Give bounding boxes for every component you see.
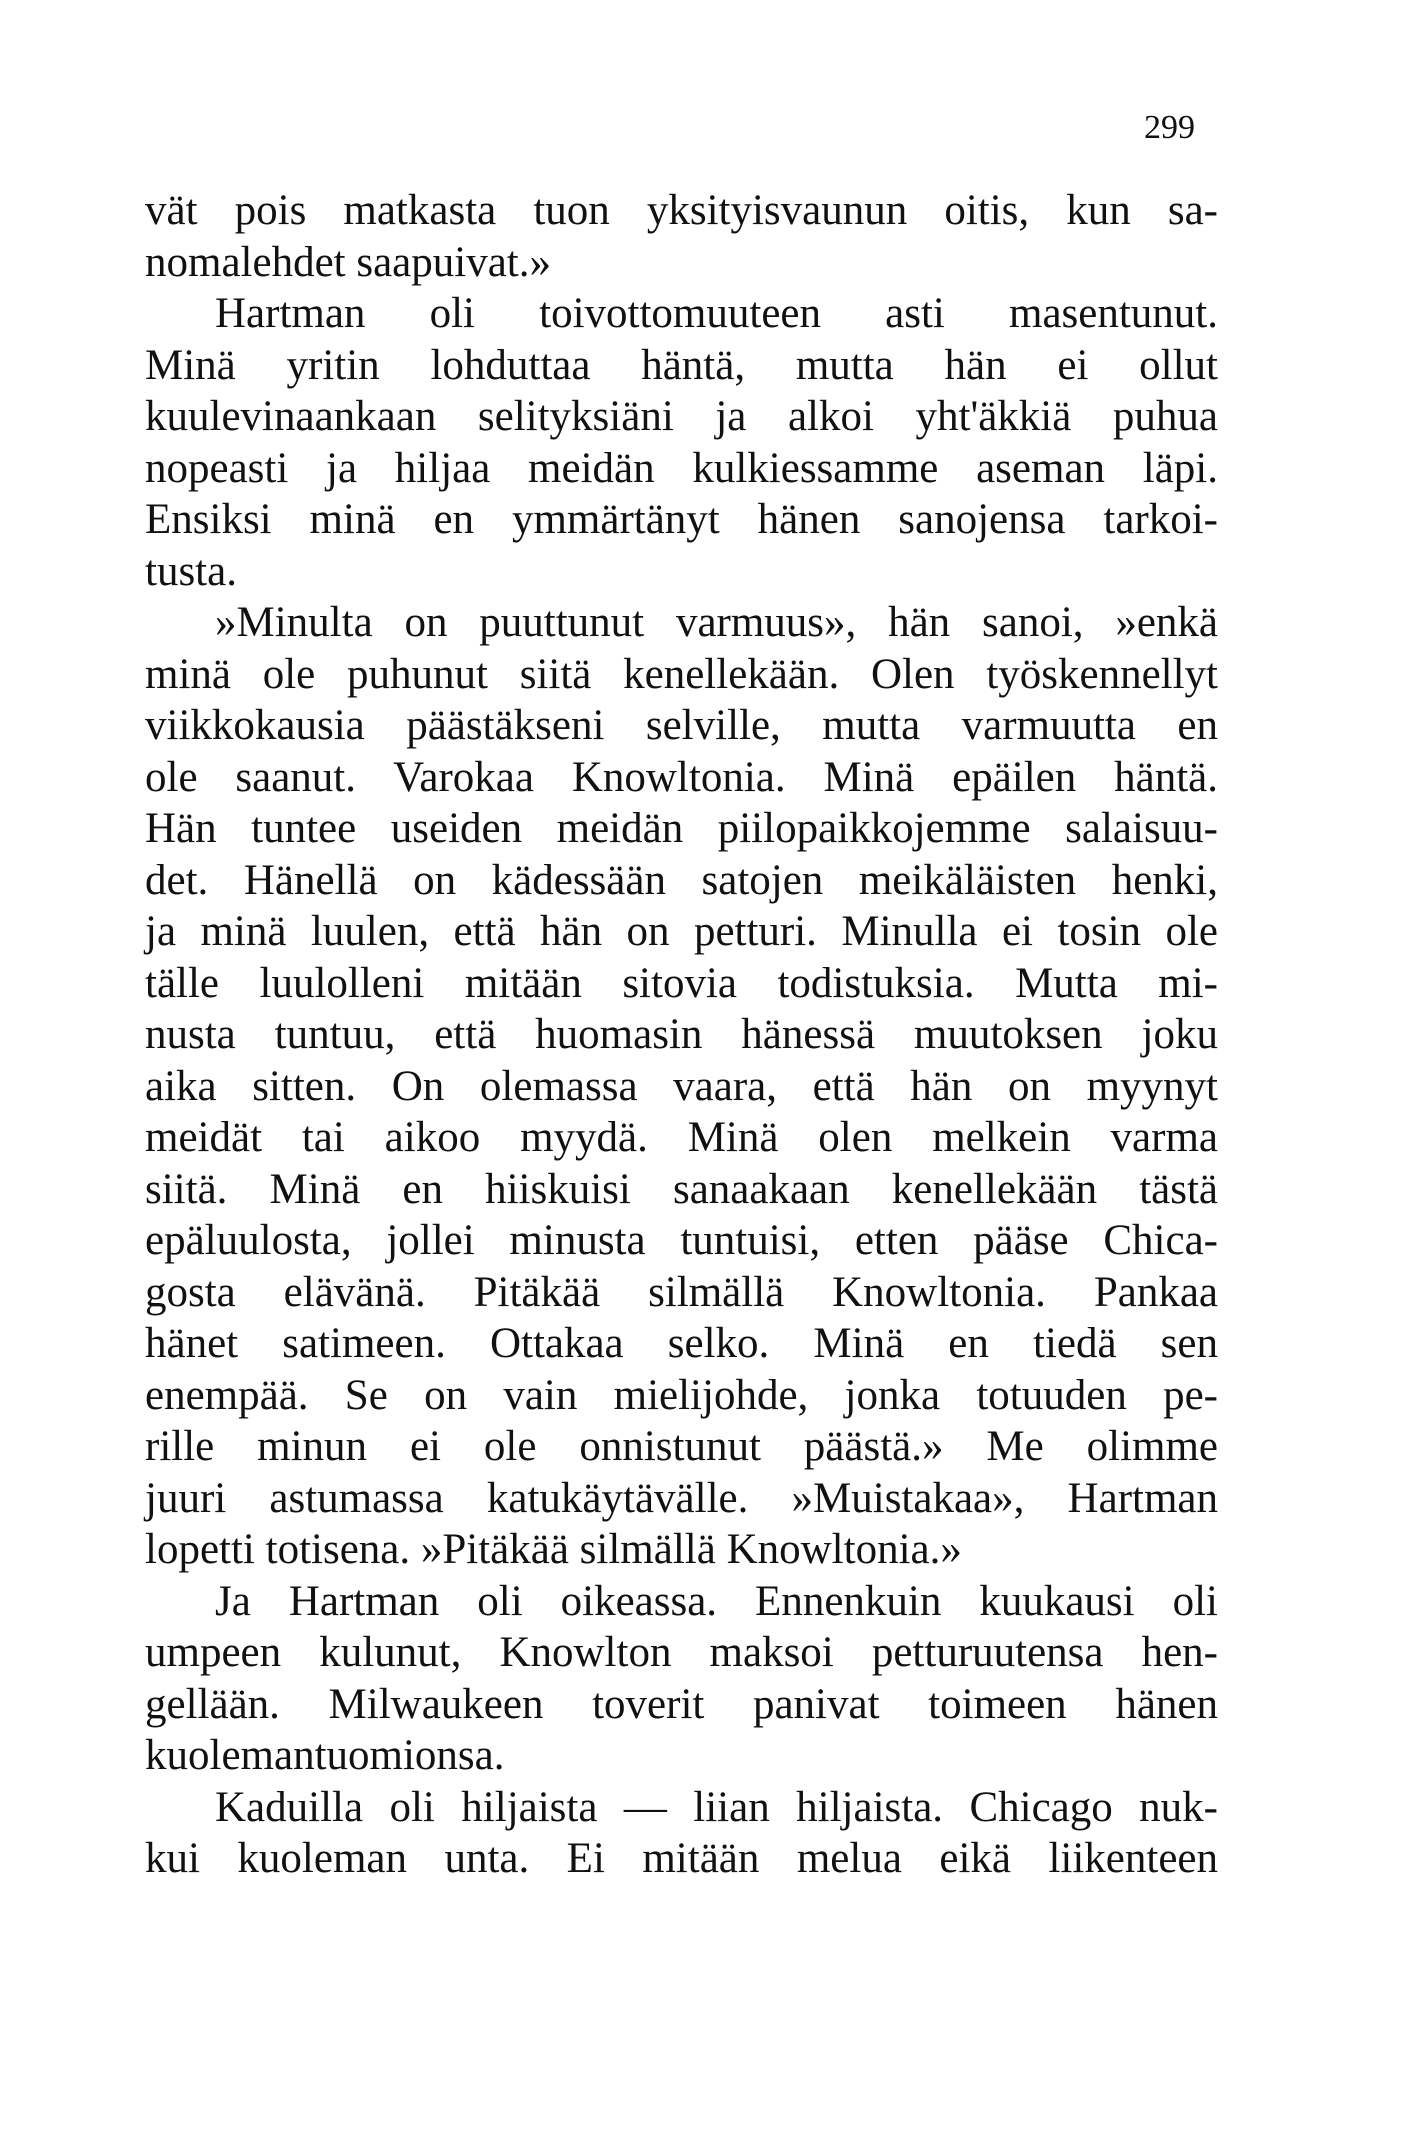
text-line: tusta. [145, 547, 237, 595]
text-line: Hartman oli toivottomuuteen asti masentunut. [215, 290, 1218, 337]
text-line: vät pois matkasta tuon yksityisvaunun oitis, kun sa- [145, 187, 1218, 234]
text-line: epäluulosta, jollei minusta tuntuisi, etten pääse Chica- [145, 1217, 1218, 1264]
text-line: nusta tuntuu, että huomasin hänessä muutoksen joku [145, 1011, 1218, 1058]
text-line: aika sitten. On olemassa vaara, että hän on myynyt [145, 1062, 1218, 1110]
body-text [145, 185, 1218, 1885]
text-line: det. Hänellä on kädessään satojen meikäläisten henki, [145, 856, 1218, 904]
text-line: viikkokausia päästäkseni selville, mutta varmuutta en [145, 702, 1218, 749]
text-line: Kaduilla oli hiljaista — liian hiljaista. Chicago nuk- [215, 1783, 1218, 1831]
text-line: Ensiksi minä en ymmärtänyt hänen sanojensa tarkoi- [145, 496, 1218, 543]
text-line: juuri astumassa katukäytävälle. »Muistakaa», Hartman [145, 1474, 1218, 1522]
text-line: gellään. Milwaukeen toverit panivat toimeen hänen [145, 1680, 1218, 1728]
text-line: kuolemantuomionsa. [145, 1732, 505, 1779]
text-line: meidät tai aikoo myydä. Minä olen melkein varma [145, 1114, 1218, 1161]
text-line: ole saanut. Varokaa Knowltonia. Minä epäilen häntä. [145, 753, 1218, 801]
text-line: nopeasti ja hiljaa meidän kulkiessamme aseman läpi. [145, 444, 1218, 492]
text-line: Hän tuntee useiden meidän piilopaikkojemme salaisuu- [145, 805, 1218, 852]
text-line: hänet satimeen. Ottakaa selko. Minä en tiedä sen [145, 1320, 1218, 1367]
text-line: gosta elävänä. Pitäkää silmällä Knowltonia. Pankaa [145, 1268, 1218, 1316]
text-line: tälle luulolleni mitään sitovia todistuksia. Mutta mi- [145, 959, 1218, 1007]
text-line: kuulevinaankaan selityksiäni ja alkoi yht'äkkiä puhua [145, 393, 1218, 440]
text-line: lopetti totisena. »Pitäkää silmällä Knowltonia.» [145, 1526, 962, 1573]
text-line: umpeen kulunut, Knowlton maksoi petturuutensa hen- [145, 1629, 1218, 1676]
text-line: enempää. Se on vain mielijohde, jonka totuuden pe- [145, 1371, 1218, 1419]
text-line: minä ole puhunut siitä kenellekään. Olen työskennellyt [145, 650, 1218, 698]
page-number: 299 [1144, 109, 1195, 146]
text-line: siitä. Minä en hiiskuisi sanaakaan kenellekään tästä [145, 1165, 1218, 1213]
text-line: rille minun ei ole onnistunut päästä.» Me olimme [145, 1423, 1218, 1470]
text-line: »Minulta on puuttunut varmuus», hän sanoi, »enkä [215, 599, 1218, 646]
text-line: nomalehdet saapuivat.» [145, 238, 551, 286]
text-line: ja minä luulen, että hän on petturi. Minulla ei tosin ole [145, 908, 1218, 955]
text-line: Minä yritin lohduttaa häntä, mutta hän ei ollut [145, 341, 1218, 389]
text-line: Ja Hartman oli oikeassa. Ennenkuin kuukausi oli [215, 1577, 1218, 1625]
text-line: kui kuoleman unta. Ei mitään melua eikä liikenteen [145, 1835, 1218, 1882]
